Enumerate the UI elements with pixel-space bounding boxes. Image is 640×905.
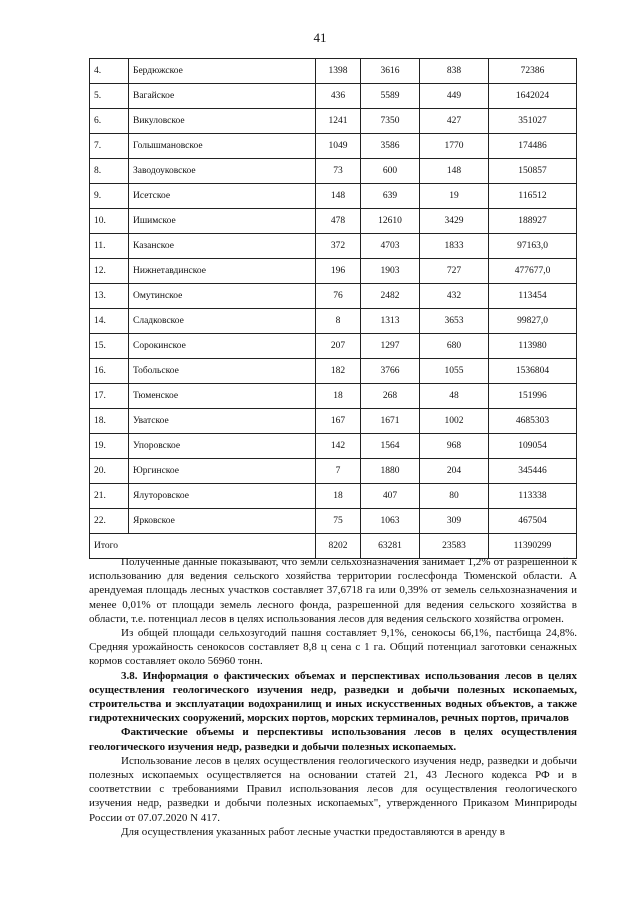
page-number: 41 bbox=[313, 30, 327, 45]
district-name: Казанское bbox=[129, 234, 316, 259]
value-b: 1903 bbox=[361, 259, 420, 284]
row-number: 15. bbox=[90, 334, 129, 359]
value-d: 188927 bbox=[489, 209, 577, 234]
district-name: Сорокинское bbox=[129, 334, 316, 359]
total-value-a: 8202 bbox=[316, 534, 361, 559]
table-row bbox=[90, 384, 577, 409]
value-c: 432 bbox=[420, 284, 489, 309]
value-d: 345446 bbox=[489, 459, 577, 484]
district-table bbox=[89, 58, 577, 559]
value-b: 3616 bbox=[361, 59, 420, 84]
value-a: 478 bbox=[316, 209, 361, 234]
value-b: 2482 bbox=[361, 284, 420, 309]
paragraph: Использование лесов в целях осуществления геологического изучения недр, разведки и добычи полезных ископаемых осуществляется на основании статей 21, 43 Лесного кодекса РФ и в соответствии с требованиями Правил использования лесов для осуществления геологического изучения недр, разведки и добычи полезных ископаемых", утвержденного Приказом Минприроды России от 07.07.2020 N 417. bbox=[89, 754, 577, 824]
row-number: 22. bbox=[90, 509, 129, 534]
table-row bbox=[90, 184, 577, 209]
row-number: 9. bbox=[90, 184, 129, 209]
table-row bbox=[90, 484, 577, 509]
value-d: 113454 bbox=[489, 284, 577, 309]
total-value-b: 63281 bbox=[361, 534, 420, 559]
row-number: 5. bbox=[90, 84, 129, 109]
value-d: 351027 bbox=[489, 109, 577, 134]
value-b: 407 bbox=[361, 484, 420, 509]
district-name: Бердюжское bbox=[129, 59, 316, 84]
total-label: Итого bbox=[90, 534, 316, 559]
district-name: Ялуторовское bbox=[129, 484, 316, 509]
value-b: 1671 bbox=[361, 409, 420, 434]
value-b: 1063 bbox=[361, 509, 420, 534]
value-b: 268 bbox=[361, 384, 420, 409]
row-number: 20. bbox=[90, 459, 129, 484]
value-a: 18 bbox=[316, 384, 361, 409]
value-b: 12610 bbox=[361, 209, 420, 234]
value-c: 148 bbox=[420, 159, 489, 184]
value-c: 19 bbox=[420, 184, 489, 209]
value-c: 838 bbox=[420, 59, 489, 84]
row-number: 12. bbox=[90, 259, 129, 284]
district-name: Ишимское bbox=[129, 209, 316, 234]
district-name: Викуловское bbox=[129, 109, 316, 134]
value-b: 1297 bbox=[361, 334, 420, 359]
value-c: 727 bbox=[420, 259, 489, 284]
value-d: 477677,0 bbox=[489, 259, 577, 284]
value-d: 150857 bbox=[489, 159, 577, 184]
value-a: 372 bbox=[316, 234, 361, 259]
paragraph: Из общей площади сельхозугодий пашня составляет 9,1%, сенокосы 66,1%, пастбища 24,8%. Средняя урожайность сенокосов составляет 8,8 ц сена с 1 га. Общий потенциал заготовки сенажных кормов составляет около 56960 тонн. bbox=[89, 627, 577, 668]
total-value-c: 23583 bbox=[420, 534, 489, 559]
section-heading: Фактические объемы и перспективы использования лесов в целях осуществления геологического изучения недр, разведки и добычи полезных ископаемых. bbox=[89, 726, 577, 753]
table-row bbox=[90, 159, 577, 184]
value-d: 151996 bbox=[489, 384, 577, 409]
value-d: 99827,0 bbox=[489, 309, 577, 334]
table-row bbox=[90, 359, 577, 384]
body-text bbox=[89, 555, 577, 839]
value-b: 1313 bbox=[361, 309, 420, 334]
paragraph: Полученные данные показывают, что земли сельхозназначения занимает 1,2% от разрешенной к использованию для ведения сельского хозяйства территории гослесфонда Тюменской области. А арендуемая площадь лесных участков составляет 37,6718 га или 0,39% от земель сельхозназначения и менее 0,01% от площади земель лесного фонда, разрешенной для ведения сельского хозяйства в области, т.е. потенциал лесов в целях использования лесов для ведения сельского хозяйства огромен. bbox=[89, 556, 577, 625]
value-b: 1564 bbox=[361, 434, 420, 459]
value-b: 600 bbox=[361, 159, 420, 184]
district-name: Омутинское bbox=[129, 284, 316, 309]
section-heading: 3.8. Информация о фактических объемах и перспективах использования лесов в целях осуществления геологического изучения недр, разведки и добычи полезных ископаемых, строительства и эксплуатации водохранилищ и иных искусственных водных объектов, а также гидротехнических сооружений, морских портов, морских терминалов, речных портов, причалов bbox=[89, 669, 577, 725]
value-d: 174486 bbox=[489, 134, 577, 159]
district-name: Упоровское bbox=[129, 434, 316, 459]
district-name: Тюменское bbox=[129, 384, 316, 409]
table-row bbox=[90, 84, 577, 109]
value-b: 3586 bbox=[361, 134, 420, 159]
table-row bbox=[90, 134, 577, 159]
table-row bbox=[90, 259, 577, 284]
value-a: 142 bbox=[316, 434, 361, 459]
row-number: 19. bbox=[90, 434, 129, 459]
district-name: Ярковское bbox=[129, 509, 316, 534]
value-c: 204 bbox=[420, 459, 489, 484]
value-c: 968 bbox=[420, 434, 489, 459]
value-a: 76 bbox=[316, 284, 361, 309]
value-c: 449 bbox=[420, 84, 489, 109]
row-number: 8. bbox=[90, 159, 129, 184]
value-c: 48 bbox=[420, 384, 489, 409]
table-row bbox=[90, 284, 577, 309]
row-number: 11. bbox=[90, 234, 129, 259]
value-c: 1055 bbox=[420, 359, 489, 384]
value-a: 436 bbox=[316, 84, 361, 109]
value-a: 167 bbox=[316, 409, 361, 434]
district-name: Исетское bbox=[129, 184, 316, 209]
value-c: 1833 bbox=[420, 234, 489, 259]
value-a: 196 bbox=[316, 259, 361, 284]
table-row bbox=[90, 509, 577, 534]
value-b: 4703 bbox=[361, 234, 420, 259]
value-a: 182 bbox=[316, 359, 361, 384]
table-row bbox=[90, 309, 577, 334]
row-number: 4. bbox=[90, 59, 129, 84]
table-row bbox=[90, 209, 577, 234]
value-d: 1642024 bbox=[489, 84, 577, 109]
value-c: 309 bbox=[420, 509, 489, 534]
value-c: 80 bbox=[420, 484, 489, 509]
value-b: 7350 bbox=[361, 109, 420, 134]
value-c: 1002 bbox=[420, 409, 489, 434]
table-row bbox=[90, 409, 577, 434]
row-number: 14. bbox=[90, 309, 129, 334]
table-row bbox=[90, 59, 577, 84]
district-name: Заводоуковское bbox=[129, 159, 316, 184]
value-a: 207 bbox=[316, 334, 361, 359]
district-name: Юргинское bbox=[129, 459, 316, 484]
value-a: 8 bbox=[316, 309, 361, 334]
value-d: 116512 bbox=[489, 184, 577, 209]
value-c: 1770 bbox=[420, 134, 489, 159]
value-a: 75 bbox=[316, 509, 361, 534]
row-number: 16. bbox=[90, 359, 129, 384]
paragraph: Для осуществления указанных работ лесные участки предоставляются в аренду в bbox=[121, 825, 505, 838]
value-d: 4685303 bbox=[489, 409, 577, 434]
value-c: 3653 bbox=[420, 309, 489, 334]
row-number: 13. bbox=[90, 284, 129, 309]
table-row bbox=[90, 234, 577, 259]
table-row bbox=[90, 434, 577, 459]
row-number: 17. bbox=[90, 384, 129, 409]
row-number: 6. bbox=[90, 109, 129, 134]
value-a: 73 bbox=[316, 159, 361, 184]
value-b: 5589 bbox=[361, 84, 420, 109]
value-b: 1880 bbox=[361, 459, 420, 484]
district-name: Сладковское bbox=[129, 309, 316, 334]
total-value-d: 11390299 bbox=[489, 534, 577, 559]
row-number: 7. bbox=[90, 134, 129, 159]
value-d: 1536804 bbox=[489, 359, 577, 384]
row-number: 18. bbox=[90, 409, 129, 434]
district-name: Тобольское bbox=[129, 359, 316, 384]
district-name: Голышмановское bbox=[129, 134, 316, 159]
row-number: 10. bbox=[90, 209, 129, 234]
value-c: 3429 bbox=[420, 209, 489, 234]
table-row bbox=[90, 334, 577, 359]
value-d: 109054 bbox=[489, 434, 577, 459]
value-d: 113980 bbox=[489, 334, 577, 359]
district-name: Уватское bbox=[129, 409, 316, 434]
district-name: Нижнетавдинское bbox=[129, 259, 316, 284]
value-a: 148 bbox=[316, 184, 361, 209]
value-a: 7 bbox=[316, 459, 361, 484]
value-a: 1241 bbox=[316, 109, 361, 134]
table-row bbox=[90, 459, 577, 484]
table-row bbox=[90, 109, 577, 134]
value-a: 1049 bbox=[316, 134, 361, 159]
value-b: 3766 bbox=[361, 359, 420, 384]
row-number: 21. bbox=[90, 484, 129, 509]
value-d: 113338 bbox=[489, 484, 577, 509]
value-c: 680 bbox=[420, 334, 489, 359]
district-name: Вагайское bbox=[129, 84, 316, 109]
value-a: 18 bbox=[316, 484, 361, 509]
value-d: 72386 bbox=[489, 59, 577, 84]
value-d: 97163,0 bbox=[489, 234, 577, 259]
value-d: 467504 bbox=[489, 509, 577, 534]
value-c: 427 bbox=[420, 109, 489, 134]
value-b: 639 bbox=[361, 184, 420, 209]
value-a: 1398 bbox=[316, 59, 361, 84]
